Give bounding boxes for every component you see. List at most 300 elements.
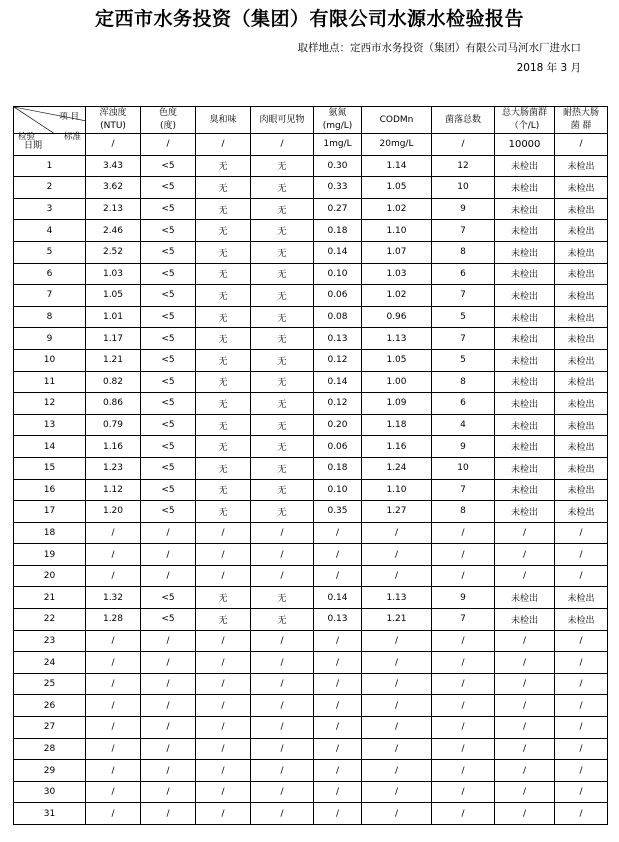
value-cell: / (432, 695, 495, 717)
value-cell: <5 (141, 479, 196, 501)
value-cell: / (495, 695, 555, 717)
value-cell: / (251, 565, 314, 587)
header-cell: 菌落总数 (432, 107, 495, 134)
value-cell: 未检出 (555, 349, 608, 371)
value-cell: 0.82 (86, 371, 141, 393)
day-cell: 8 (14, 306, 86, 328)
value-cell: 1.18 (362, 414, 432, 436)
day-cell: 7 (14, 285, 86, 307)
value-cell: 1.03 (362, 263, 432, 285)
value-cell: 未检出 (555, 414, 608, 436)
value-cell: / (555, 717, 608, 739)
table-row (14, 198, 608, 220)
value-cell: 未检出 (555, 393, 608, 415)
value-cell: / (432, 673, 495, 695)
value-cell: 无 (196, 285, 251, 307)
value-cell: 1.13 (362, 328, 432, 350)
value-cell: <5 (141, 328, 196, 350)
value-cell: / (432, 760, 495, 782)
value-cell: / (314, 673, 362, 695)
value-cell: / (251, 522, 314, 544)
value-cell: 未检出 (495, 198, 555, 220)
value-cell: 6 (432, 393, 495, 415)
value-cell: 1.14 (362, 155, 432, 177)
value-cell: / (86, 652, 141, 674)
value-cell: / (196, 565, 251, 587)
day-cell: 20 (14, 565, 86, 587)
value-cell: 1.23 (86, 457, 141, 479)
value-cell: 1.12 (86, 479, 141, 501)
value-cell: / (495, 760, 555, 782)
value-cell: 未检出 (495, 241, 555, 263)
value-cell: <5 (141, 609, 196, 631)
value-cell: 0.27 (314, 198, 362, 220)
value-cell: 无 (196, 501, 251, 523)
value-cell: / (314, 544, 362, 566)
value-cell: 7 (432, 328, 495, 350)
value-cell: 未检出 (555, 220, 608, 242)
value-cell: 0.10 (314, 263, 362, 285)
table-row (14, 177, 608, 199)
value-cell: / (555, 738, 608, 760)
value-cell: 0.12 (314, 349, 362, 371)
value-cell: / (196, 781, 251, 803)
value-cell: 无 (196, 263, 251, 285)
standard-cell: 10000 (495, 134, 555, 156)
value-cell: 0.14 (314, 587, 362, 609)
value-cell: 1.05 (362, 177, 432, 199)
value-cell: / (495, 781, 555, 803)
value-cell: 无 (251, 155, 314, 177)
value-cell: 无 (196, 609, 251, 631)
value-cell: 5 (432, 306, 495, 328)
value-cell: / (555, 630, 608, 652)
value-cell: 无 (251, 241, 314, 263)
value-cell: 无 (251, 414, 314, 436)
value-cell: / (555, 673, 608, 695)
table-row (14, 565, 608, 587)
value-cell: <5 (141, 220, 196, 242)
value-cell: <5 (141, 414, 196, 436)
table-row (14, 781, 608, 803)
day-cell: 10 (14, 349, 86, 371)
corner-inspect-label: 检验 (18, 132, 36, 142)
value-cell: 未检出 (555, 155, 608, 177)
value-cell: 未检出 (495, 501, 555, 523)
value-cell: 无 (196, 241, 251, 263)
day-cell: 12 (14, 393, 86, 415)
corner-header-cell (14, 107, 86, 142)
value-cell: / (86, 565, 141, 587)
value-cell: / (251, 630, 314, 652)
value-cell: / (141, 695, 196, 717)
value-cell: <5 (141, 371, 196, 393)
day-cell: 28 (14, 738, 86, 760)
table-row (14, 717, 608, 739)
value-cell: / (495, 544, 555, 566)
value-cell: / (141, 544, 196, 566)
header-cell: 浑浊度 (NTU) (86, 107, 141, 134)
value-cell: / (362, 673, 432, 695)
value-cell: 9 (432, 436, 495, 458)
value-cell: 未检出 (555, 609, 608, 631)
value-cell: 1.01 (86, 306, 141, 328)
value-cell: 1.17 (86, 328, 141, 350)
value-cell: 未检出 (495, 263, 555, 285)
day-cell: 23 (14, 630, 86, 652)
sampling-location: 取样地点：定西市水务投资（集团）有限公司马河水厂进水口 (297, 42, 581, 54)
value-cell: 无 (196, 457, 251, 479)
value-cell: / (251, 652, 314, 674)
value-cell: / (432, 565, 495, 587)
value-cell: <5 (141, 393, 196, 415)
value-cell: / (314, 760, 362, 782)
value-cell: 8 (432, 371, 495, 393)
value-cell: / (86, 673, 141, 695)
value-cell: / (141, 522, 196, 544)
value-cell: 未检出 (495, 587, 555, 609)
value-cell: <5 (141, 241, 196, 263)
value-cell: 未检出 (555, 587, 608, 609)
table-row (14, 760, 608, 782)
table-row (14, 738, 608, 760)
value-cell: / (196, 522, 251, 544)
day-cell: 25 (14, 673, 86, 695)
value-cell: / (495, 652, 555, 674)
value-cell: 1.00 (362, 371, 432, 393)
value-cell: 无 (196, 220, 251, 242)
day-cell: 16 (14, 479, 86, 501)
value-cell: / (196, 717, 251, 739)
report-title: 定西市水务投资（集团）有限公司水源水检验报告 (94, 8, 524, 30)
value-cell: / (86, 738, 141, 760)
value-cell: / (196, 803, 251, 825)
value-cell: 3.62 (86, 177, 141, 199)
table-row (14, 501, 608, 523)
value-cell: <5 (141, 436, 196, 458)
day-cell: 17 (14, 501, 86, 523)
value-cell: / (86, 630, 141, 652)
value-cell: / (86, 803, 141, 825)
value-cell: 1.09 (362, 393, 432, 415)
value-cell: / (314, 738, 362, 760)
value-cell: / (362, 544, 432, 566)
day-cell: 6 (14, 263, 86, 285)
value-cell: 未检出 (555, 436, 608, 458)
corner-standard-label: 标准 (63, 132, 81, 142)
value-cell: 未检出 (495, 220, 555, 242)
value-cell: / (251, 760, 314, 782)
value-cell: / (314, 695, 362, 717)
value-cell: <5 (141, 177, 196, 199)
value-cell: 无 (251, 349, 314, 371)
day-cell: 13 (14, 414, 86, 436)
value-cell: 未检出 (555, 198, 608, 220)
value-cell: 无 (251, 371, 314, 393)
value-cell: / (314, 652, 362, 674)
value-cell: <5 (141, 501, 196, 523)
value-cell: 0.14 (314, 241, 362, 263)
value-cell: / (141, 760, 196, 782)
value-cell: 8 (432, 241, 495, 263)
value-cell: 未检出 (555, 285, 608, 307)
value-cell: / (432, 544, 495, 566)
value-cell: <5 (141, 306, 196, 328)
value-cell: / (141, 803, 196, 825)
table-row (14, 522, 608, 544)
value-cell: <5 (141, 457, 196, 479)
value-cell: / (432, 803, 495, 825)
value-cell: 0.06 (314, 285, 362, 307)
value-cell: 7 (432, 479, 495, 501)
header-cell: CODMn (362, 107, 432, 134)
value-cell: / (141, 565, 196, 587)
date-label-cell: 日期 (14, 134, 86, 156)
value-cell: 1.02 (362, 198, 432, 220)
value-cell: / (432, 652, 495, 674)
value-cell: 0.13 (314, 328, 362, 350)
value-cell: / (251, 781, 314, 803)
value-cell: <5 (141, 349, 196, 371)
value-cell: 10 (432, 177, 495, 199)
value-cell: 未检出 (555, 328, 608, 350)
value-cell: 无 (251, 436, 314, 458)
table-row (14, 630, 608, 652)
value-cell: 未检出 (495, 393, 555, 415)
value-cell: 无 (196, 479, 251, 501)
value-cell: 未检出 (495, 349, 555, 371)
value-cell: 12 (432, 155, 495, 177)
value-cell: 未检出 (495, 306, 555, 328)
value-cell: / (251, 695, 314, 717)
value-cell: 9 (432, 587, 495, 609)
value-cell: / (251, 717, 314, 739)
value-cell: 未检出 (555, 241, 608, 263)
table-row (14, 349, 608, 371)
value-cell: 7 (432, 609, 495, 631)
standard-cell: / (196, 134, 251, 156)
value-cell: 未检出 (555, 501, 608, 523)
day-cell: 15 (14, 457, 86, 479)
value-cell: / (362, 781, 432, 803)
value-cell: 未检出 (555, 457, 608, 479)
value-cell: 0.86 (86, 393, 141, 415)
value-cell: <5 (141, 263, 196, 285)
value-cell: 1.05 (362, 349, 432, 371)
day-cell: 30 (14, 781, 86, 803)
value-cell: 1.02 (362, 285, 432, 307)
value-cell: 0.14 (314, 371, 362, 393)
value-cell: 无 (251, 198, 314, 220)
table-row (14, 457, 608, 479)
value-cell: / (362, 565, 432, 587)
value-cell: 未检出 (555, 263, 608, 285)
day-cell: 31 (14, 803, 86, 825)
value-cell: / (251, 673, 314, 695)
value-cell: 无 (196, 155, 251, 177)
value-cell: / (362, 738, 432, 760)
value-cell: 未检出 (495, 609, 555, 631)
value-cell: 1.27 (362, 501, 432, 523)
table-row (14, 414, 608, 436)
value-cell: 7 (432, 285, 495, 307)
value-cell: 1.10 (362, 479, 432, 501)
value-cell: 未检出 (495, 155, 555, 177)
value-cell: 1.07 (362, 241, 432, 263)
table-row (14, 155, 608, 177)
value-cell: / (196, 760, 251, 782)
table-row (14, 371, 608, 393)
value-cell: 0.12 (314, 393, 362, 415)
value-cell: / (555, 522, 608, 544)
value-cell: / (196, 652, 251, 674)
value-cell: / (362, 717, 432, 739)
value-cell: 未检出 (495, 285, 555, 307)
day-cell: 2 (14, 177, 86, 199)
value-cell: 0.35 (314, 501, 362, 523)
value-cell: / (495, 522, 555, 544)
value-cell: 未检出 (495, 457, 555, 479)
value-cell: / (555, 803, 608, 825)
table-row (14, 241, 608, 263)
value-cell: / (196, 695, 251, 717)
day-cell: 19 (14, 544, 86, 566)
table-row (14, 393, 608, 415)
value-cell: / (314, 781, 362, 803)
value-cell: / (196, 544, 251, 566)
value-cell: 0.18 (314, 220, 362, 242)
header-cell: 耐热大肠 菌 群 (555, 107, 608, 134)
value-cell: 1.16 (362, 436, 432, 458)
day-cell: 18 (14, 522, 86, 544)
value-cell: 未检出 (495, 436, 555, 458)
corner-item-label: 项 目 (59, 112, 79, 122)
table-row (14, 285, 608, 307)
table-row (14, 587, 608, 609)
value-cell: / (196, 738, 251, 760)
value-cell: / (555, 565, 608, 587)
value-cell: 1.10 (362, 220, 432, 242)
day-cell: 24 (14, 652, 86, 674)
value-cell: 无 (251, 479, 314, 501)
standard-cell: 20mg/L (362, 134, 432, 156)
value-cell: 未检出 (555, 371, 608, 393)
value-cell: <5 (141, 155, 196, 177)
value-cell: 0.13 (314, 609, 362, 631)
value-cell: 无 (196, 393, 251, 415)
value-cell: 无 (251, 587, 314, 609)
value-cell: 7 (432, 220, 495, 242)
value-cell: 3.43 (86, 155, 141, 177)
value-cell: / (314, 630, 362, 652)
table-row (14, 652, 608, 674)
value-cell: 无 (251, 393, 314, 415)
value-cell: 无 (251, 501, 314, 523)
table-body (14, 107, 608, 825)
value-cell: 未检出 (495, 177, 555, 199)
day-cell: 11 (14, 371, 86, 393)
value-cell: 无 (196, 414, 251, 436)
value-cell: / (432, 717, 495, 739)
day-cell: 9 (14, 328, 86, 350)
value-cell: 1.21 (86, 349, 141, 371)
day-cell: 27 (14, 717, 86, 739)
header-cell: 色度 (度) (141, 107, 196, 134)
value-cell: 无 (196, 177, 251, 199)
value-cell: <5 (141, 587, 196, 609)
value-cell: 1.24 (362, 457, 432, 479)
value-cell: 无 (196, 349, 251, 371)
day-cell: 4 (14, 220, 86, 242)
value-cell: 无 (251, 609, 314, 631)
value-cell: 0.18 (314, 457, 362, 479)
standard-cell: / (251, 134, 314, 156)
standard-cell: 1mg/L (314, 134, 362, 156)
table-row (14, 695, 608, 717)
value-cell: 无 (251, 285, 314, 307)
value-cell: / (196, 673, 251, 695)
day-cell: 14 (14, 436, 86, 458)
day-cell: 1 (14, 155, 86, 177)
value-cell: 0.08 (314, 306, 362, 328)
value-cell: 0.10 (314, 479, 362, 501)
value-cell: / (362, 803, 432, 825)
value-cell: 无 (196, 587, 251, 609)
value-cell: 1.21 (362, 609, 432, 631)
day-cell: 5 (14, 241, 86, 263)
day-cell: 22 (14, 609, 86, 631)
value-cell: / (314, 565, 362, 587)
table-row (14, 306, 608, 328)
value-cell: <5 (141, 198, 196, 220)
value-cell: 0.20 (314, 414, 362, 436)
day-cell: 3 (14, 198, 86, 220)
value-cell: / (196, 630, 251, 652)
value-cell: / (314, 717, 362, 739)
value-cell: 未检出 (495, 479, 555, 501)
standard-cell: / (555, 134, 608, 156)
value-cell: / (314, 803, 362, 825)
value-cell: 6 (432, 263, 495, 285)
table-row (14, 263, 608, 285)
day-cell: 21 (14, 587, 86, 609)
value-cell: 1.32 (86, 587, 141, 609)
value-cell: / (362, 630, 432, 652)
value-cell: / (86, 522, 141, 544)
value-cell: / (141, 673, 196, 695)
value-cell: 无 (251, 457, 314, 479)
value-cell: 8 (432, 501, 495, 523)
value-cell: 无 (251, 220, 314, 242)
table-row (14, 544, 608, 566)
value-cell: 无 (196, 328, 251, 350)
value-cell: / (141, 781, 196, 803)
value-cell: / (141, 717, 196, 739)
value-cell: 未检出 (495, 371, 555, 393)
report-date: 2018 年 3 月 (516, 62, 581, 74)
table-row (14, 673, 608, 695)
value-cell: / (362, 652, 432, 674)
table-row (14, 220, 608, 242)
value-cell: / (495, 738, 555, 760)
value-cell: / (432, 738, 495, 760)
table-row (14, 436, 608, 458)
day-cell: 26 (14, 695, 86, 717)
value-cell: / (432, 630, 495, 652)
value-cell: 未检出 (495, 414, 555, 436)
value-cell: / (495, 717, 555, 739)
value-cell: 1.20 (86, 501, 141, 523)
